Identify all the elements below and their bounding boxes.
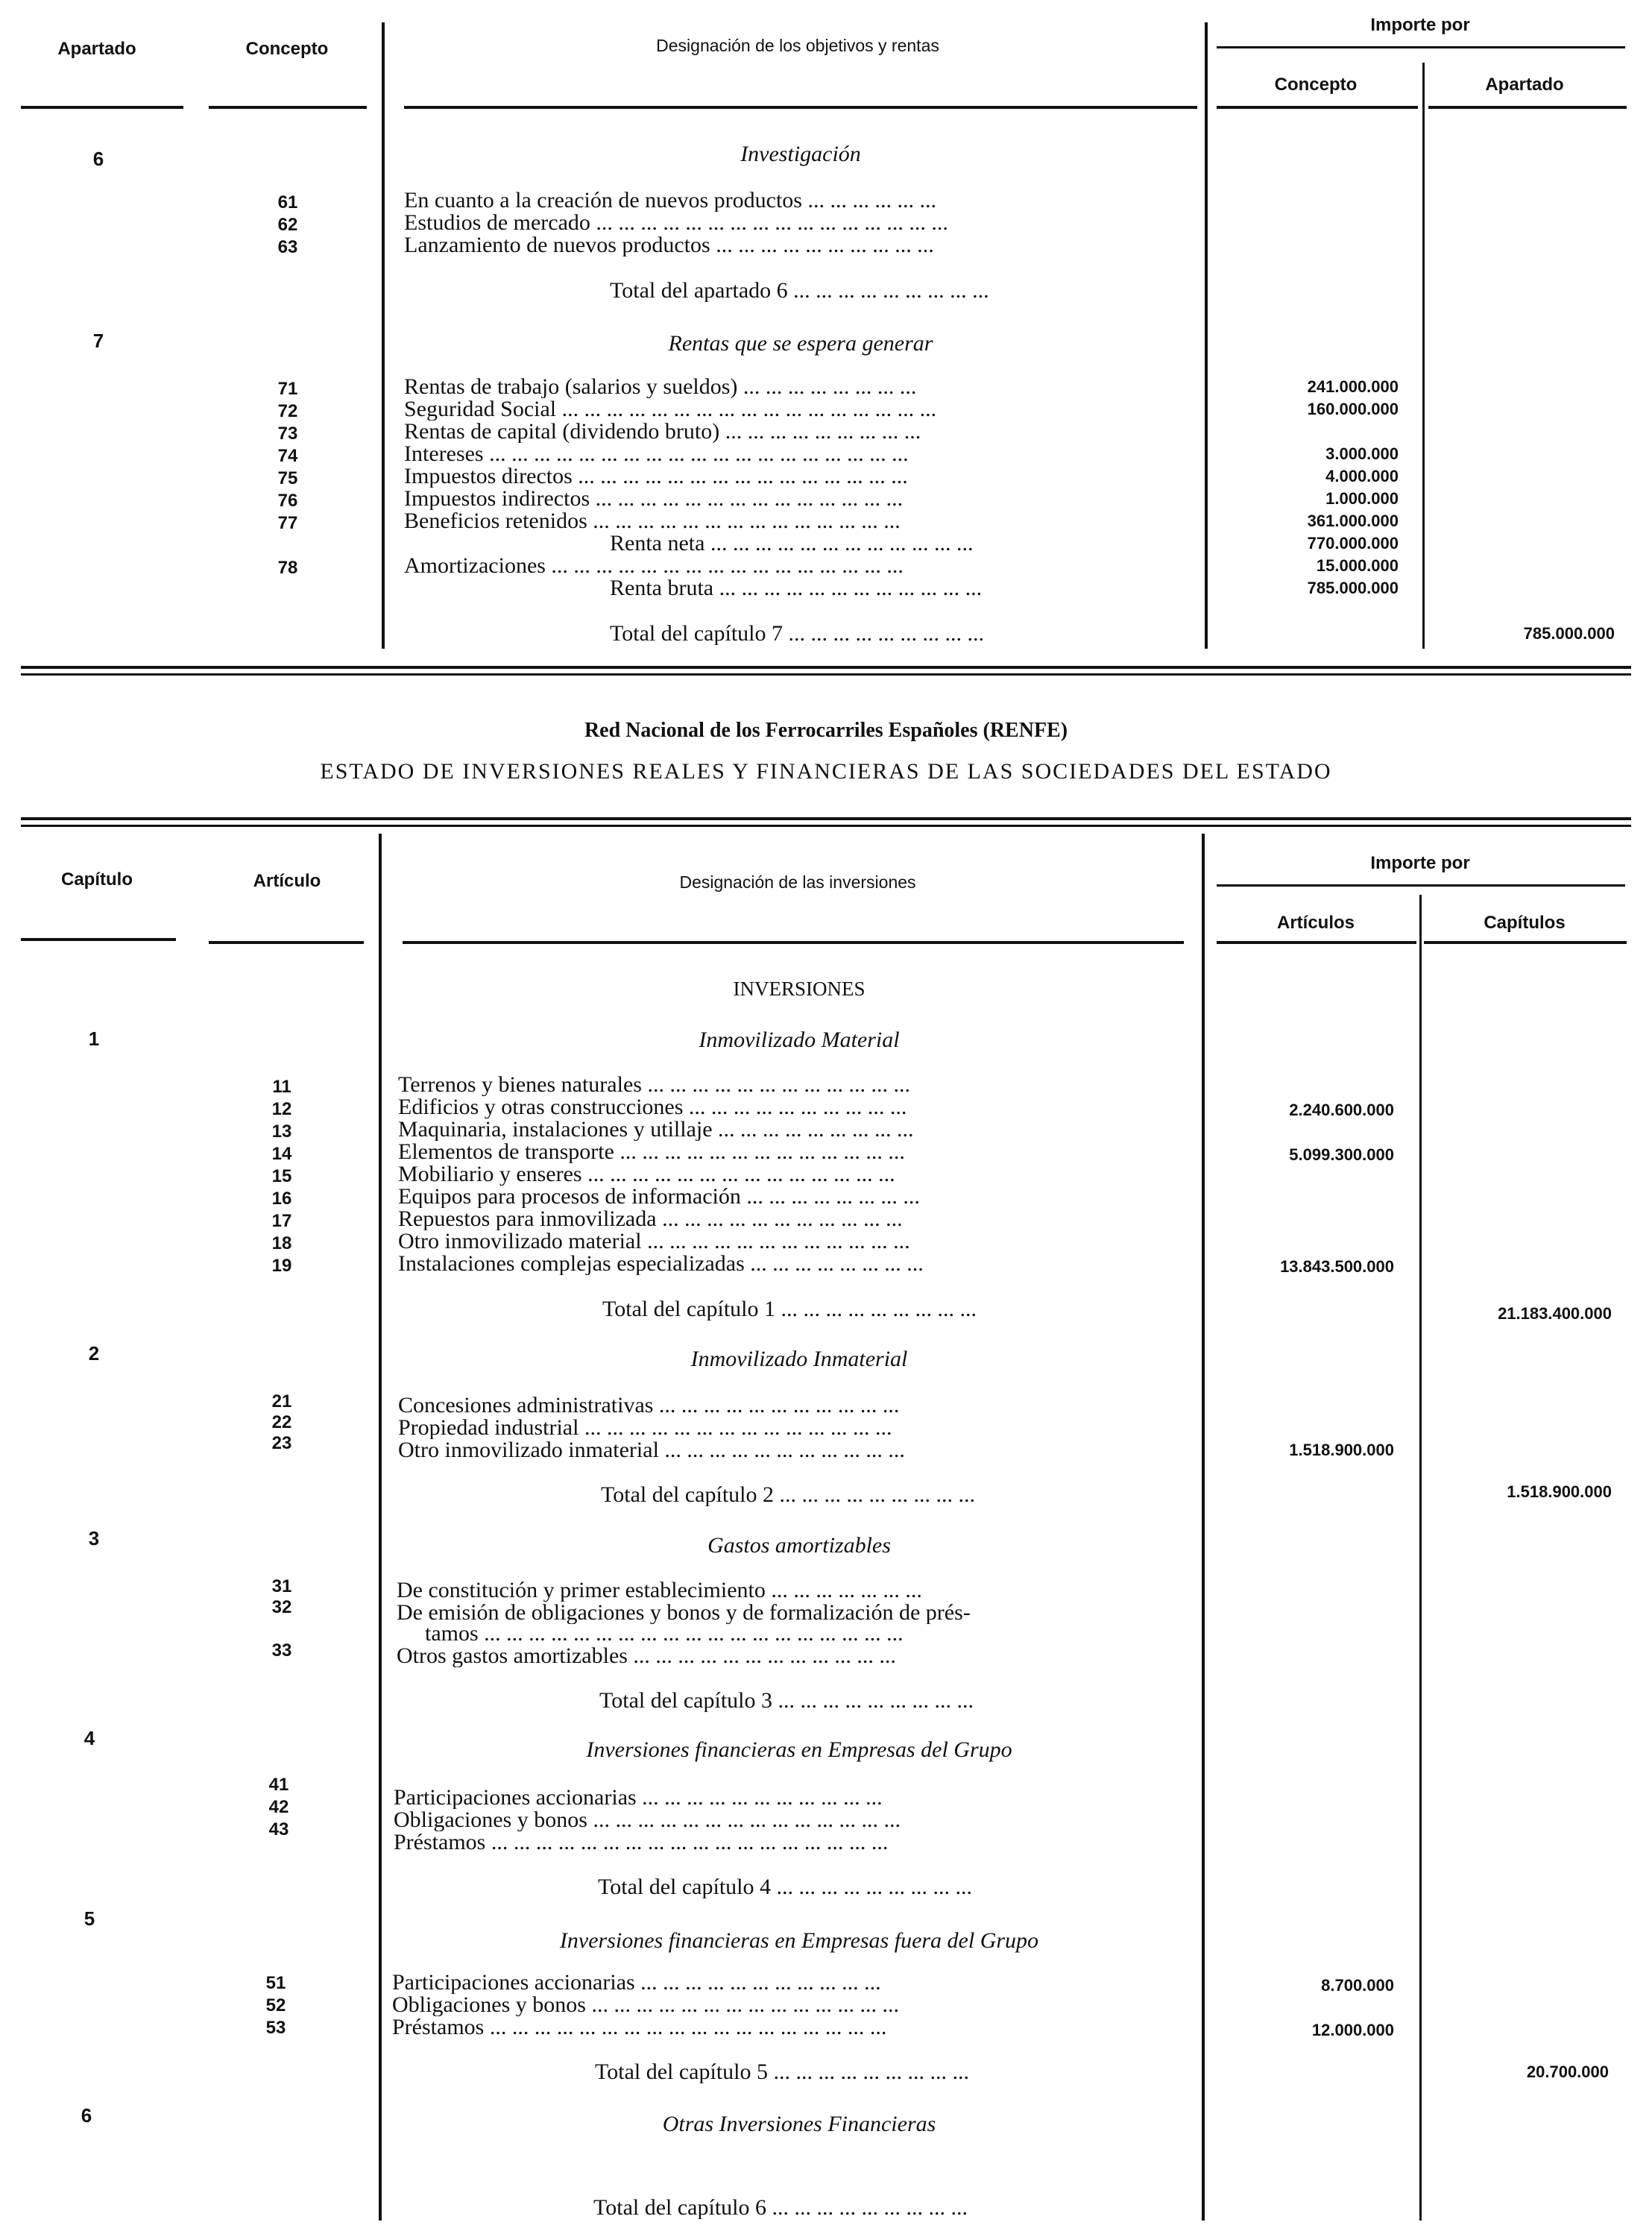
renta-neta-label: Renta neta ... ... ... ... ... ... ... ... ... ... ... ...	[610, 532, 974, 555]
concepto-code: 77	[277, 513, 298, 533]
articulo-code: 16	[271, 1189, 292, 1209]
articulo-code: 12	[271, 1099, 292, 1119]
articulo-code: 42	[268, 1797, 289, 1817]
concepto-label: Lanzamiento de nuevos productos ... ... ... ... ... ... ... ... ... ...	[404, 234, 934, 257]
concepto-label: Estudios de mercado ... ... ... ... ... ... ... ... ... ... ... ... ... ... ... ...	[404, 212, 948, 234]
chapter-title: Inversiones financieras en Empresas fuera del Grupo	[559, 1928, 1039, 1953]
articulo-label-continued: tamos ... ... ... ... ... ... ... ... ... ... ... ... ... ... ... ... ... ... ...	[425, 1623, 904, 1645]
concepto-amount: 160.000.000	[1307, 400, 1399, 418]
total-capitulo-amount: 21.183.400.000	[1498, 1304, 1612, 1323]
statement-title: ESTADO DE INVERSIONES REALES Y FINANCIERAS DE LAS SOCIEDADES DEL ESTADO	[320, 759, 1332, 784]
articulo-code: 11	[272, 1077, 291, 1097]
total-capitulo-4: Total del capítulo 4 ... ... ... ... ... ... ... ... ...	[598, 1876, 973, 1898]
articulo-code: 31	[271, 1576, 292, 1596]
header-rule	[404, 106, 1197, 109]
concepto-code: 62	[277, 215, 298, 235]
chapter-title: Otras Inversiones Financieras	[662, 2112, 936, 2136]
chapter-title: Inmovilizado Material	[699, 1028, 900, 1052]
header-importe-por: Importe por	[1370, 15, 1470, 35]
articulo-code: 19	[271, 1256, 292, 1276]
inversiones-heading: INVERSIONES	[733, 978, 866, 1000]
capitulo-number: 6	[81, 2104, 92, 2127]
concepto-label: Rentas de capital (dividendo bruto) ... ... ... ... ... ... ... ... ...	[404, 421, 921, 443]
articulo-code: 52	[265, 1995, 286, 2015]
capitulo-number: 1	[88, 1028, 100, 1050]
articulo-label: Mobiliario y enseres ... ... ... ... ... ... ... ... ... ... ... ... ... ...	[398, 1163, 895, 1186]
concepto-label: Amortizaciones ... ... ... ... ... ... ... ... ... ... ... ... ... ... ... ...	[404, 555, 904, 577]
section-title: Investigación	[740, 142, 861, 166]
articulo-label: Edificios y otras construcciones ... ... ... ... ... ... ... ... ... ...	[398, 1096, 907, 1118]
concepto-amount: 4.000.000	[1325, 467, 1399, 485]
concepto-amount: 1.000.000	[1325, 489, 1399, 508]
concepto-code: 72	[277, 401, 298, 421]
renta-neta-amount: 770.000.000	[1307, 534, 1399, 553]
concepto-code: 78	[277, 558, 298, 578]
articulo-label: Maquinaria, instalaciones y utillaje ... ... ... ... ... ... ... ... ...	[398, 1118, 914, 1141]
header-articulo: Artículo	[253, 871, 321, 891]
section-title: Rentas que se espera generar	[668, 331, 933, 356]
apartado-number: 6	[92, 148, 104, 170]
total-apartado-6: Total del apartado 6 ... ... ... ... ... ... ... ... ...	[610, 280, 989, 302]
header-apartado: Apartado	[57, 39, 136, 59]
articulo-amount: 2.240.600.000	[1289, 1101, 1394, 1119]
articulo-label: Préstamos ... ... ... ... ... ... ... ... ... ... ... ... ... ... ... ... ... ...	[394, 1831, 889, 1854]
articulo-label: Instalaciones complejas especializadas ... ... ... ... ... ... ... ...	[398, 1253, 924, 1275]
articulo-code: 33	[271, 1640, 292, 1661]
articulo-label: De constitución y primer establecimiento ... ... ... ... ... ... ...	[397, 1579, 922, 1602]
concepto-amount: 361.000.000	[1307, 512, 1399, 530]
chapter-title: Inversiones financieras en Empresas del Grupo	[586, 1737, 1012, 1762]
concepto-code: 76	[277, 491, 298, 511]
header-rule	[1424, 941, 1627, 944]
header-col-articulos: Artículos	[1276, 913, 1355, 933]
articulo-amount: 12.000.000	[1311, 2021, 1394, 2039]
concepto-code: 63	[277, 237, 298, 257]
articulo-label: Participaciones accionarias ... ... ... ... ... ... ... ... ... ... ...	[392, 1971, 881, 1994]
header-col-capitulos: Capítulos	[1484, 913, 1566, 933]
total-capitulo-1: Total del capítulo 1 ... ... ... ... ... ... ... ... ...	[602, 1298, 977, 1321]
header-rule	[1217, 941, 1416, 944]
header-concepto: Concepto	[245, 39, 329, 59]
articulo-code: 17	[271, 1211, 292, 1231]
concepto-label: En cuanto a la creación de nuevos productos ... ... ... ... ... ...	[404, 189, 936, 212]
total-capitulo-5: Total del capítulo 5 ... ... ... ... ... ... ... ... ...	[595, 2061, 970, 2083]
header-col-apartado: Apartado	[1485, 75, 1564, 95]
renta-bruta-amount: 785.000.000	[1307, 579, 1399, 597]
concepto-label: Rentas de trabajo (salarios y sueldos) ... ... ... ... ... ... ... ...	[404, 376, 917, 398]
column-divider	[1205, 22, 1208, 649]
column-divider	[1422, 63, 1425, 649]
articulo-label: Otro inmovilizado inmaterial ... ... ... ... ... ... ... ... ... ... ...	[398, 1439, 905, 1461]
articulo-label: Terrenos y bienes naturales ... ... ... ... ... ... ... ... ... ... ... ...	[398, 1074, 910, 1096]
articulo-amount: 1.518.900.000	[1289, 1441, 1394, 1459]
concepto-amount: 241.000.000	[1307, 377, 1399, 396]
articulo-code: 23	[271, 1433, 292, 1453]
capitulo-number: 3	[88, 1527, 100, 1549]
header-importe-por: Importe por	[1370, 853, 1470, 873]
total-capitulo-6: Total del capítulo 6 ... ... ... ... ... ... ... ... ...	[593, 2197, 968, 2219]
column-divider	[379, 834, 382, 2221]
capitulo-number: 5	[83, 1907, 95, 1930]
articulo-code: 18	[271, 1233, 292, 1253]
concepto-label: Impuestos indirectos ... ... ... ... ... ... ... ... ... ... ... ... ... ...	[404, 488, 904, 510]
concepto-code: 61	[277, 192, 298, 213]
table-bottom-rule	[21, 673, 1631, 676]
articulo-label: Repuestos para inmovilizada ... ... ... ... ... ... ... ... ... ... ...	[398, 1208, 903, 1230]
articulo-code: 43	[268, 1819, 289, 1840]
total-capitulo-2: Total del capítulo 2 ... ... ... ... ... ... ... ... ...	[601, 1484, 976, 1506]
articulo-code: 15	[271, 1166, 292, 1186]
capitulo-number: 4	[83, 1727, 95, 1749]
header-divider	[1217, 884, 1625, 887]
articulo-label: De emisión de obligaciones y bonos y de formalización de prés-	[397, 1602, 971, 1624]
concepto-label: Intereses ... ... ... ... ... ... ... ... ... ... ... ... ... ... ... ... ... ... ...	[404, 443, 909, 465]
articulo-code: 53	[265, 2018, 286, 2038]
chapter-title: Gastos amortizables	[707, 1533, 891, 1558]
capitulo-number: 2	[88, 1342, 100, 1365]
concepto-code: 73	[277, 424, 298, 444]
articulo-code: 13	[271, 1121, 292, 1142]
concepto-code: 71	[277, 379, 298, 399]
total-capitulo-3: Total del capítulo 3 ... ... ... ... ... ... ... ... ...	[599, 1690, 974, 1712]
column-divider	[1202, 834, 1205, 2221]
table-bottom-rule	[21, 666, 1631, 669]
articulo-amount: 13.843.500.000	[1280, 1257, 1394, 1276]
concepto-amount: 3.000.000	[1325, 444, 1399, 463]
header-col-concepto: Concepto	[1274, 75, 1358, 95]
apartado-number: 7	[92, 330, 104, 352]
articulo-code: 14	[271, 1144, 292, 1164]
concepto-label: Seguridad Social ... ... ... ... ... ... ... ... ... ... ... ... ... ... ... ... ...	[404, 398, 937, 421]
header-rule	[1217, 106, 1418, 109]
concepto-label: Beneficios retenidos ... ... ... ... ... ... ... ... ... ... ... ... ... ...	[404, 510, 901, 532]
articulo-code: 41	[268, 1775, 289, 1795]
articulo-label: Propiedad industrial ... ... ... ... ... ... ... ... ... ... ... ... ... ...	[398, 1417, 892, 1439]
articulo-label: Participaciones accionarias ... ... ... ... ... ... ... ... ... ... ...	[394, 1787, 883, 1809]
articulo-label: Obligaciones y bonos ... ... ... ... ... ... ... ... ... ... ... ... ... ...	[392, 1994, 899, 2016]
articulo-label: Otro inmovilizado material ... ... ... ... ... ... ... ... ... ... ... ...	[398, 1230, 910, 1253]
company-title: Red Nacional de los Ferrocarriles Españoles (RENFE)	[584, 719, 1068, 742]
column-divider	[1419, 895, 1422, 2221]
column-divider	[382, 22, 385, 649]
articulo-label: Concesiones administrativas ... ... ... ... ... ... ... ... ... ... ...	[398, 1394, 900, 1417]
header-capitulo: Capítulo	[61, 869, 133, 890]
articulo-label: Elementos de transporte ... ... ... ... ... ... ... ... ... ... ... ... ...	[398, 1141, 905, 1163]
header-rule	[1428, 106, 1627, 109]
header-rule	[403, 941, 1184, 944]
header-designacion: Designación de las inversiones	[679, 872, 916, 892]
articulo-label: Obligaciones y bonos ... ... ... ... ... ... ... ... ... ... ... ... ... ...	[394, 1809, 901, 1831]
renta-bruta-label: Renta bruta ... ... ... ... ... ... ... ... ... ... ... ...	[610, 577, 983, 600]
articulo-code: 22	[271, 1412, 292, 1432]
total-capitulo-amount: 1.518.900.000	[1507, 1482, 1612, 1501]
header-rule	[209, 941, 364, 944]
concepto-code: 75	[277, 468, 298, 488]
header-rule	[21, 106, 183, 109]
articulo-code: 32	[271, 1597, 292, 1617]
table-top-rule	[21, 817, 1631, 820]
header-divider	[1217, 46, 1625, 48]
chapter-title: Inmovilizado Inmaterial	[690, 1347, 908, 1371]
articulo-code: 21	[271, 1391, 292, 1412]
concepto-code: 74	[277, 446, 298, 466]
articulo-label: Equipos para procesos de información ... ... ... ... ... ... ... ...	[398, 1186, 920, 1208]
header-designacion: Designación de los objetivos y rentas	[656, 36, 939, 55]
concepto-label: Impuestos directos ... ... ... ... ... ... ... ... ... ... ... ... ... ... ...	[404, 465, 908, 488]
header-rule	[209, 106, 367, 109]
total-capitulo-7: Total del capítulo 7 ... ... ... ... ... ... ... ... ...	[610, 623, 985, 645]
articulo-amount: 5.099.300.000	[1289, 1145, 1394, 1164]
articulo-label: Préstamos ... ... ... ... ... ... ... ... ... ... ... ... ... ... ... ... ... ...	[392, 2016, 887, 2039]
articulo-amount: 8.700.000	[1321, 1976, 1394, 1995]
articulo-label: Otros gastos amortizables ... ... ... ... ... ... ... ... ... ... ... ...	[397, 1645, 896, 1667]
articulo-code: 51	[265, 1973, 286, 1993]
table-top-rule	[21, 825, 1631, 827]
total-apartado-amount: 785.000.000	[1523, 624, 1615, 643]
concepto-amount: 15.000.000	[1316, 556, 1399, 575]
header-rule	[21, 938, 176, 941]
total-capitulo-amount: 20.700.000	[1526, 2062, 1609, 2081]
